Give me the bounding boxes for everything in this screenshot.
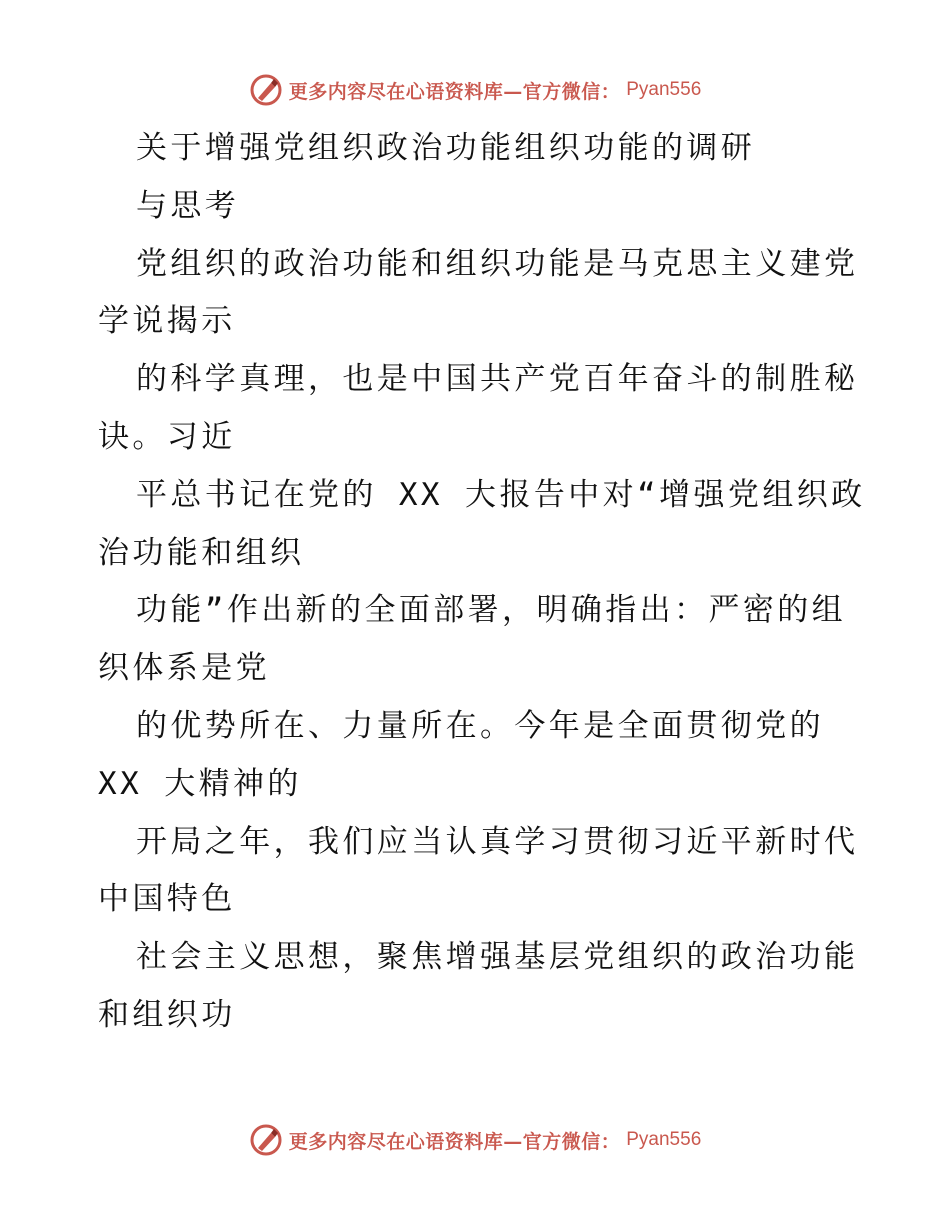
paragraph-line: 中国特色 <box>98 881 236 918</box>
watermark-wechat-id: Pyan556 <box>626 79 702 100</box>
watermark-text: 更多内容尽在心语资料库—官方微信： <box>288 80 621 103</box>
watermark-text: 更多内容尽在心语资料库—官方微信： <box>288 1130 621 1153</box>
header-watermark <box>0 70 950 110</box>
document-title-line-2: 与思考 <box>136 187 240 224</box>
footer-watermark <box>0 1120 950 1160</box>
paragraph-line: XX 大精神的 <box>98 765 302 802</box>
paragraph-line: 的优势所在、力量所在。今年是全面贯彻党的 <box>136 707 824 744</box>
paragraph-line: 党组织的政治功能和组织功能是马克思主义建党 <box>136 245 859 282</box>
pen-seal-icon <box>249 1123 283 1157</box>
paragraph-line: 的科学真理，也是中国共产党百年奋斗的制胜秘 <box>136 361 859 398</box>
paragraph-line: 社会主义思想，聚焦增强基层党组织的政治功能 <box>136 939 859 976</box>
pen-seal-icon <box>249 73 283 107</box>
paragraph-line: 功能”作出新的全面部署，明确指出：严密的组 <box>136 592 847 629</box>
watermark-wechat-id: Pyan556 <box>626 1129 702 1150</box>
paragraph-line: 开局之年，我们应当认真学习贯彻习近平新时代 <box>136 823 859 860</box>
paragraph-line: 治功能和组织 <box>98 534 305 571</box>
paragraph-line: 和组织功 <box>98 996 236 1033</box>
document-title-line-1: 关于增强党组织政治功能组织功能的调研 <box>136 130 756 166</box>
paragraph-line: 平总书记在党的 XX 大报告中对“增强党组织政 <box>136 476 866 513</box>
paragraph-line: 织体系是党 <box>98 650 270 687</box>
document-body <box>98 120 866 1045</box>
paragraph-line: 学说揭示 <box>98 303 236 340</box>
paragraph-line: 诀。习近 <box>98 418 236 455</box>
